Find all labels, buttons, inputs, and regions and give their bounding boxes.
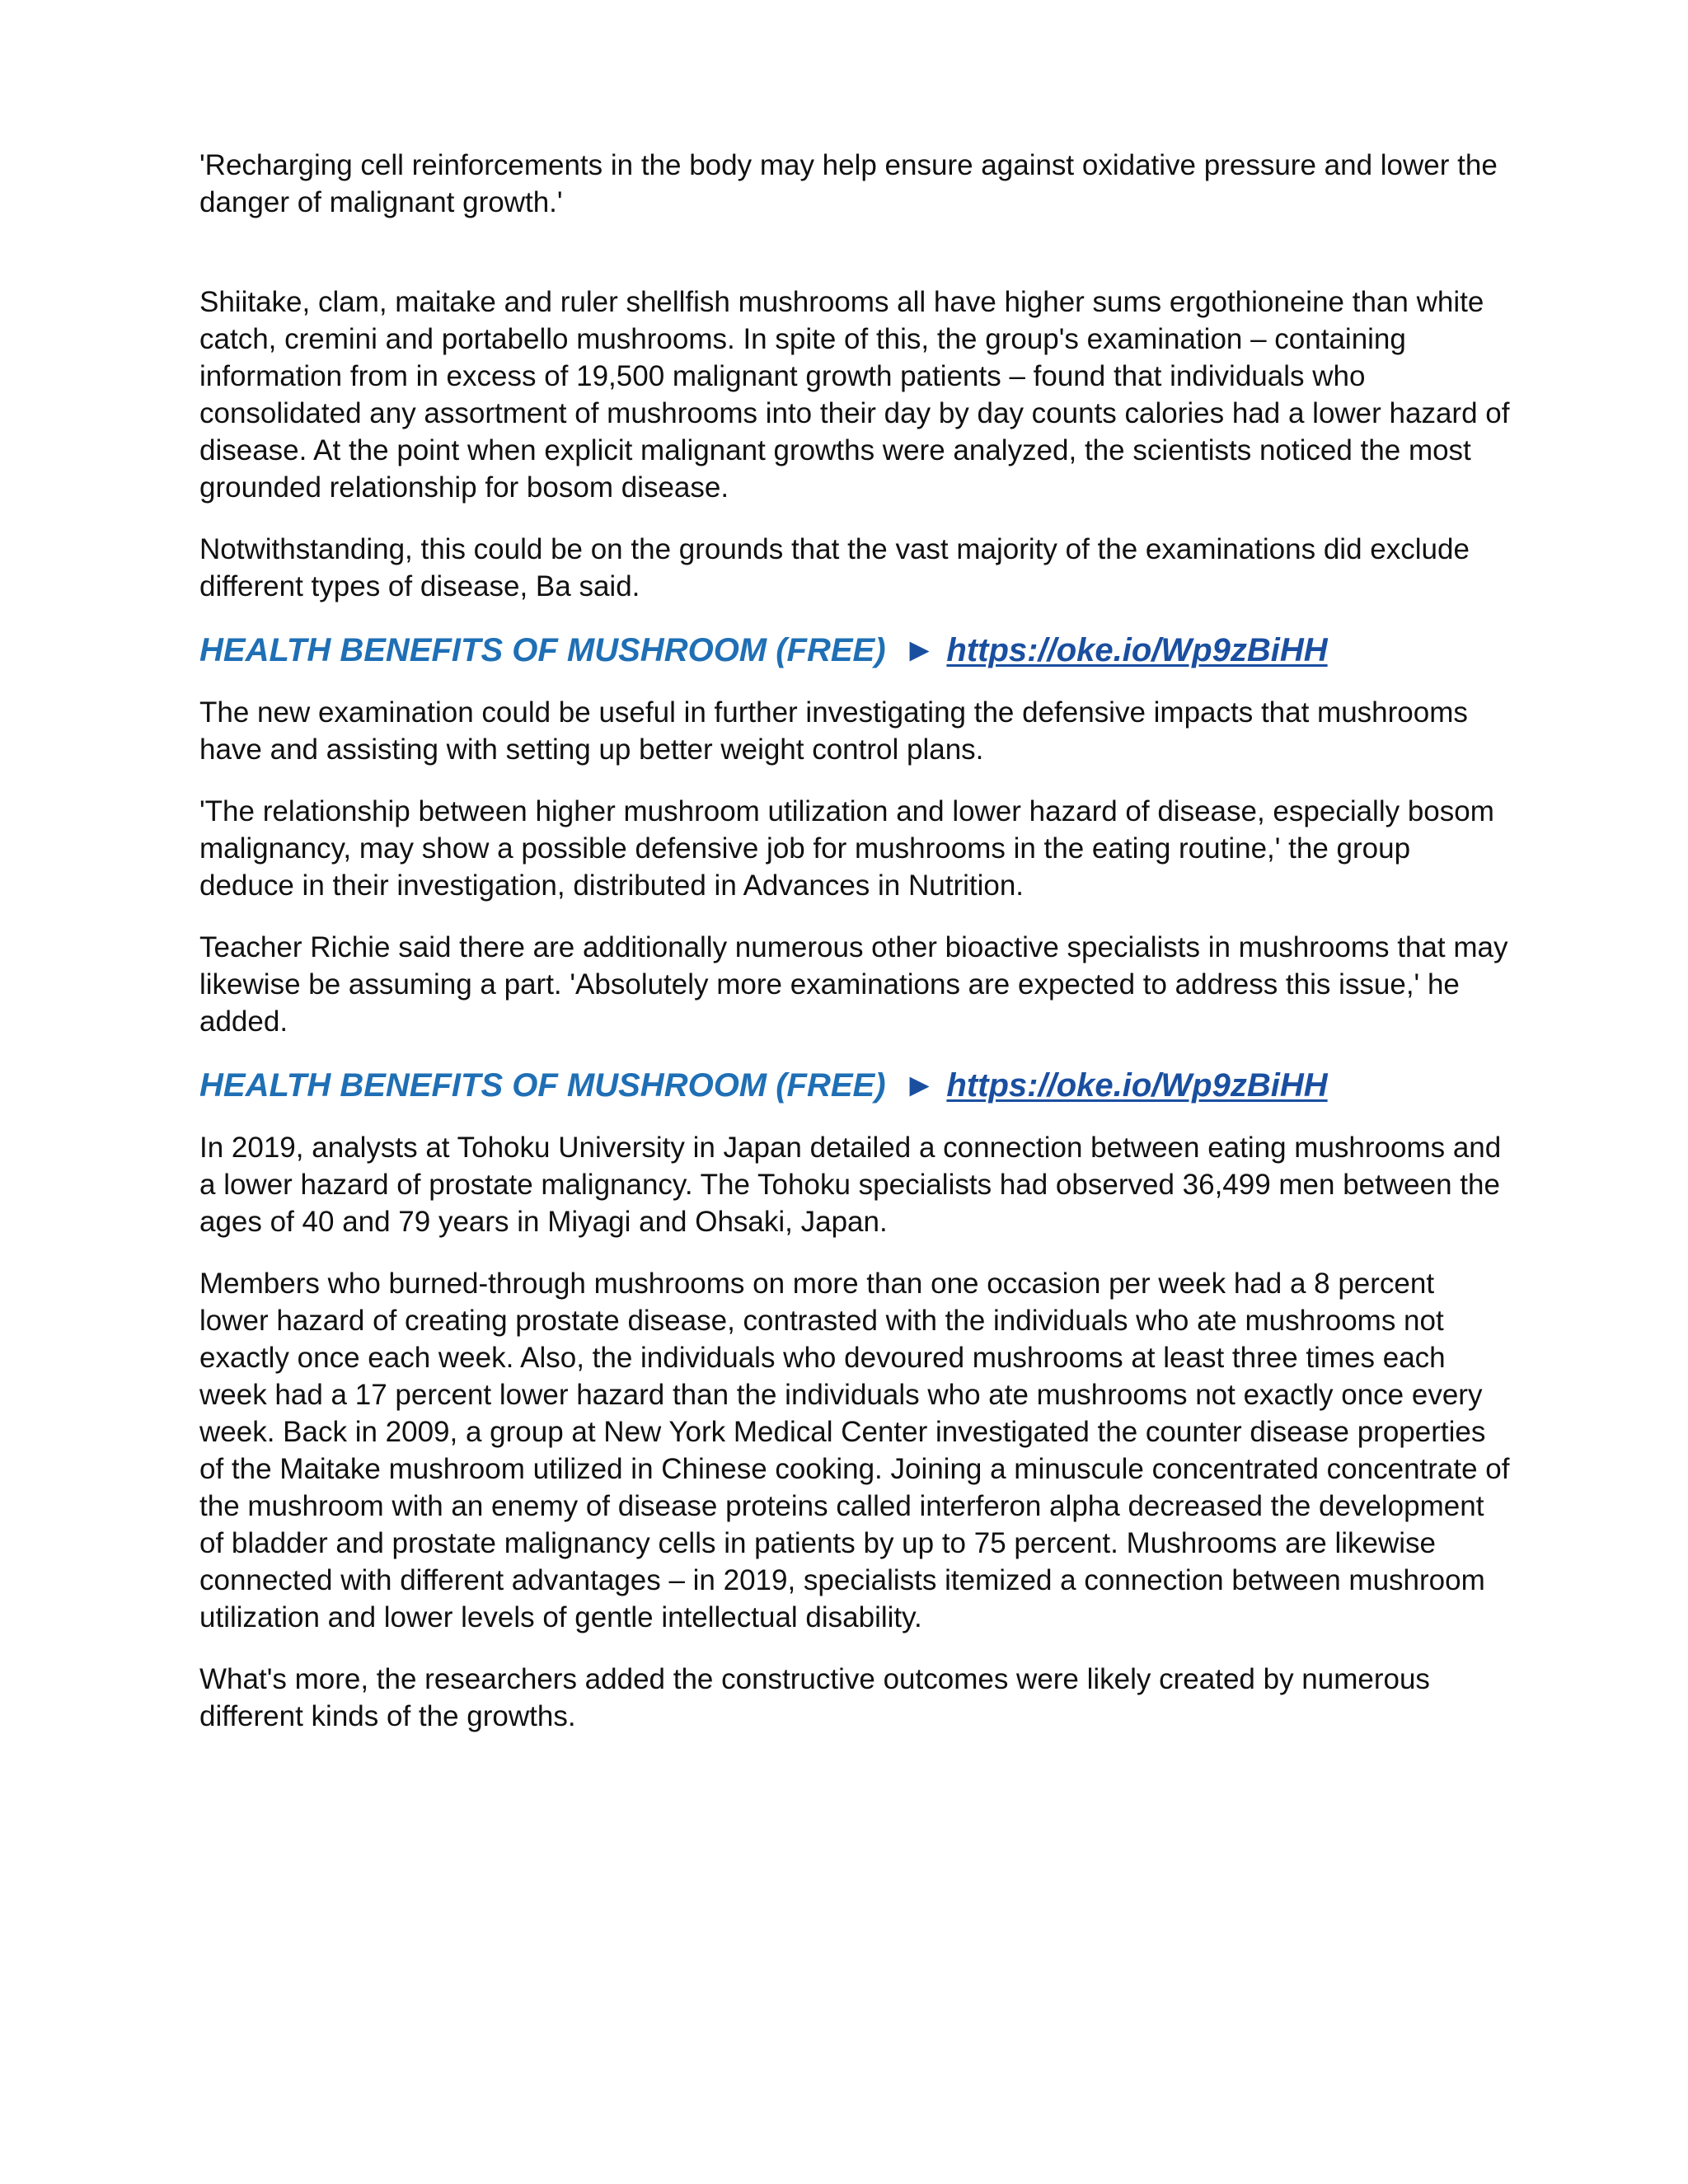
promo-heading-2: [199, 1065, 1510, 1106]
promo-heading-text: HEALTH BENEFITS OF MUSHROOM (FREE): [199, 1067, 886, 1104]
promo-link[interactable]: https://oke.io/Wp9zBiHH: [946, 1067, 1328, 1104]
paragraph-new-examination: The new examination could be useful in further investigating the defensive impacts that mushrooms have and assisting with setting up better weight control plans.: [199, 696, 1468, 766]
paragraph-tohoku-study: In 2019, analysts at Tohoku University in Japan detailed a connection between eating mushrooms and a lower hazard of prostate malignancy. The Tohoku specialists had observed 36,499 men between the ages of 40 and 79 years in Miyagi and Ohsaki, Japan.: [199, 1132, 1502, 1238]
document-body: [199, 147, 1510, 1760]
paragraph-relationship-quote: 'The relationship between higher mushroom utilization and lower hazard of disease, especially bosom malignancy, may show a possible defensive job for mushrooms in the eating routine,' the group deduce in their investigation, distributed in Advances in Nutrition.: [199, 795, 1494, 902]
paragraph-members-study: Members who burned-through mushrooms on more than one occasion per week had a 8 percent lower hazard of creating prostate disease, contrasted with the individuals who ate mushrooms not exactly once each week. Also, the individuals who devoured mushrooms at least three times each week had a 17 percent lower hazard than the individuals who ate mushrooms not exactly once every week. Back in 2009, a group at New York Medical Center investigated the counter disease properties of the Maitake mushroom utilized in Chinese cooking. Joining a minuscule concentrated concentrate of the mushroom with an enemy of disease proteins called interferon alpha decreased the development of bladder and prostate malignancy cells in patients by up to 75 percent. Mushrooms are likewise connected with different advantages – in 2019, specialists itemized a connection between mushroom utilization and lower levels of gentle intellectual disability.: [199, 1268, 1510, 1633]
paragraph-teacher-richie: Teacher Richie said there are additionally numerous other bioactive specialists in mushrooms that may likewise be assuming a part. 'Absolutely more examinations are expected to address this issue,' he added.: [199, 931, 1508, 1038]
arrow-right-icon: ►: [903, 632, 936, 668]
promo-heading-1: [199, 630, 1510, 671]
arrow-right-icon: ►: [903, 1067, 936, 1104]
paragraph-mushroom-types: Shiitake, clam, maitake and ruler shellfish mushrooms all have higher sums ergothioneine than white catch, cremini and portabello mushrooms. In spite of this, the group's examination – containing information from in excess of 19,500 malignant growth patients – found that individuals who consolidated any assortment of mushrooms into their day by day counts calories had a lower hazard of disease. At the point when explicit malignant growths were analyzed, the scientists noticed the most grounded relationship for bosom disease.: [199, 286, 1510, 504]
promo-heading-text: HEALTH BENEFITS OF MUSHROOM (FREE): [199, 632, 886, 668]
paragraph-whats-more: What's more, the researchers added the constructive outcomes were likely created by numerous different kinds of the growths.: [199, 1663, 1430, 1732]
paragraph-quote-antioxidants: 'Recharging cell reinforcements in the body may help ensure against oxidative pressure and lower the danger of malignant growth.': [199, 149, 1498, 218]
promo-link[interactable]: https://oke.io/Wp9zBiHH: [946, 632, 1328, 668]
paragraph-notwithstanding: Notwithstanding, this could be on the grounds that the vast majority of the examinations did exclude different types of disease, Ba said.: [199, 533, 1470, 602]
